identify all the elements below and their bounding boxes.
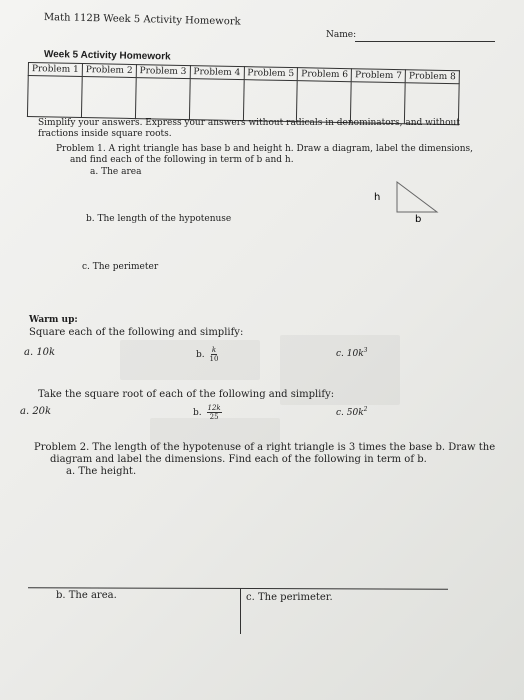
root-item-b-label: b.: [193, 408, 202, 418]
instructions-line-1: Simplify your answers. Express your answers without radicals in denominators, and without: [38, 118, 460, 128]
problem1-part-c: c. The perimeter: [82, 262, 159, 272]
root-item-c-base: c. 50k: [336, 408, 364, 418]
triangle-shape: [397, 182, 437, 212]
problem1-part-b: b. The length of the hypotenuse: [86, 214, 232, 224]
score-header-3: Problem 3: [136, 65, 190, 79]
square-item-a: a. 10k: [24, 347, 56, 358]
bleed-through-mark: [120, 340, 260, 380]
score-cell[interactable]: [189, 79, 244, 121]
fraction-denominator: 10: [209, 355, 219, 363]
score-cell[interactable]: [135, 78, 190, 120]
problem2-text-line-2: diagram and label the dimensions. Find each of the following in term of b.: [50, 454, 427, 465]
problem2-text-line-1: Problem 2. The length of the hypotenuse of a right triangle is 3 times the base b. Draw the: [34, 442, 496, 453]
score-table-title: Week 5 Activity Homework: [43, 49, 171, 63]
square-item-c: [336, 347, 368, 359]
instructions-line-2: fractions inside square roots.: [38, 129, 172, 139]
square-item-b-label: b.: [196, 350, 205, 360]
base-label: b: [415, 214, 422, 224]
warmup-root-prompt: Take the square root of each of the following and simplify:: [38, 389, 335, 400]
root-item-a: a. 20k: [20, 406, 52, 417]
height-label: h: [374, 192, 381, 203]
problem2-part-b: b. The area.: [56, 590, 117, 601]
score-header-8: Problem 8: [405, 70, 459, 84]
problem2-part-a: a. The height.: [66, 466, 137, 477]
score-header-5: Problem 5: [244, 67, 298, 81]
square-item-b-fraction: [210, 346, 219, 363]
score-header-2: Problem 2: [82, 64, 136, 78]
problem1-text-line-2: and find each of the following in term of b and h.: [70, 155, 294, 165]
problem1-text-line-1: Problem 1. A right triangle has base b and height h. Draw a diagram, label the dimensions,: [56, 144, 474, 154]
root-item-b: [193, 404, 222, 421]
name-line[interactable]: [355, 41, 495, 42]
score-header-7: Problem 7: [351, 69, 405, 83]
score-header-4: Problem 4: [190, 66, 244, 80]
warmup-title: Warm up:: [29, 315, 78, 325]
name-label: Name:: [326, 30, 357, 40]
problem2-part-c: c. The perimeter.: [246, 592, 333, 603]
score-cell[interactable]: [297, 81, 352, 123]
root-item-b-fraction: [207, 404, 222, 421]
root-item-c: [336, 406, 368, 418]
problem1-part-a: a. The area: [90, 167, 142, 177]
score-header-6: Problem 6: [298, 68, 352, 82]
root-item-c-exponent: 2: [363, 406, 368, 413]
square-item-c-base: c. 10k: [336, 349, 364, 359]
score-header-1: Problem 1: [28, 63, 82, 77]
score-cell[interactable]: [27, 76, 82, 118]
answer-box-separator: [240, 588, 241, 634]
worksheet-title: Math 112B Week 5 Activity Homework: [43, 12, 241, 28]
score-cell[interactable]: [81, 77, 136, 119]
problem1-triangle-diagram: [365, 176, 445, 224]
score-table: [27, 62, 460, 125]
fraction-numerator: 12k: [207, 404, 221, 412]
square-item-c-exponent: 3: [363, 347, 368, 354]
fraction-denominator: 25: [209, 413, 219, 421]
square-item-b: [196, 346, 218, 363]
warmup-square-prompt: Square each of the following and simplify:: [29, 327, 244, 338]
score-cell[interactable]: [243, 80, 298, 122]
fraction-numerator: k: [211, 346, 217, 354]
